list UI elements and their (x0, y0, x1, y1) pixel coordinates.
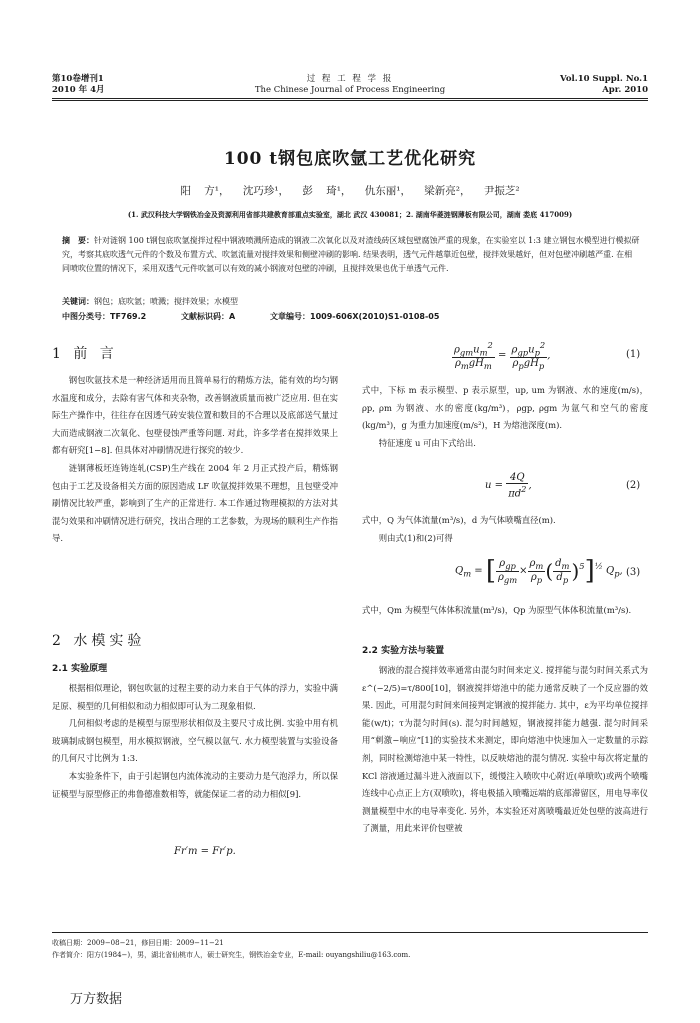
clc-number: 中图分类号：TF769.2 (62, 312, 147, 321)
paper-title: 100 t钢包底吹氩工艺优化研究 (223, 149, 477, 169)
equation-2-number: (2) (626, 480, 641, 491)
received-dates: 收稿日期：2009−08−21，修回日期：2009−11−21 (52, 939, 224, 947)
paragraph: 涟钢薄板坯连铸连轧(CSP)生产线在 2004 年 2 月正式投产后，精炼钢包由于工艺及设备相关方面的原因造成 LF 吹氩搅拌效果不理想，且包壁受冲刷情况比较严重，影响到了生产的正常进行. 本工作通过物理模拟的方法对其混匀效果和冲刷情况进行研究，找出合理的工艺参数，为现场的顺利生产作指导. (52, 462, 338, 544)
footnote-rule (52, 932, 648, 933)
article-number: 文章编号：1009-606X(2010)S1-0108-05 (270, 312, 440, 321)
right-column-p8 (362, 512, 648, 547)
journal-issue: 第10卷增刊1 2010 年 4月 (52, 74, 105, 95)
keywords (62, 296, 238, 307)
equation-3: $Q_m$ = [ $\frac{\rho_{gp}}{\rho_{gm}}$ × $\frac{\rho_m}{\rho_p}$ ( $\frac{d_m}{d_p}$ )$^5$]$^{\frac{1}{2}}$ $Q_p$, (455, 556, 623, 586)
left-column-intro (52, 372, 338, 548)
subsection-heading: 2.2 实验方法与装置 (362, 646, 445, 656)
abstract (62, 234, 640, 276)
paragraph: 特征速度 u 可由下式给出. (378, 437, 476, 448)
keywords-label: 关键词： (62, 297, 94, 306)
paragraph: 式中，Q 为气体流量(m³/s)，d 为气体喷嘴直径(m). (362, 515, 556, 525)
right-column-p6 (362, 382, 648, 452)
abstract-label: 摘 要： (62, 236, 94, 245)
equation-1: $\frac{\rho_{gm}u_m^2}{\rho_mgH_m}$ = $\frac{\rho_{gp}u_p^2}{\rho_pgH_p}$ , (454, 340, 551, 372)
paragraph: 几何相似考虑的是模型与原型形状相似及主要尺寸成比例. 实验中用有机玻璃制成钢包模型，用水模拟钢液，空气模以氩气. 水力模型装置与实验设备的几何尺寸比例为 1:3. (52, 718, 338, 764)
paragraph: 本实验条件下，由于引起钢包内流体流动的主要动力是气泡浮力，所以保证模型与原型修正的弗鲁德准数相等，就能保证二者的动力相似[9]. (52, 770, 338, 799)
journal-volume: Vol.10 Suppl. No.1 Apr. 2010 (560, 74, 648, 95)
author-bio: 作者简介：阳方(1984−)，男，湖北省仙桃市人，硕士研究生，钢铁冶金专业，E-mail: ouyangshiliu@163.com. (52, 951, 411, 959)
equation-3-number: (3) (626, 567, 641, 578)
section-heading-water-model: 2 水模实验 (52, 633, 146, 649)
paragraph: 则由式(1)和(2)可得 (378, 532, 453, 543)
journal-name: 过 程 工 程 学 报 The Chinese Journal of Process Engineering (254, 74, 446, 95)
doc-code: 文献标识码：A (181, 312, 236, 321)
paragraph: 式中，Qm 为模型气体体积流量(m³/s)，Qp 为原型气体体积流量(m³/s). (362, 605, 632, 615)
affiliation: (1. 武汉科技大学钢铁冶金及资源利用省部共建教育部重点实验室，湖北 武汉 430081；2. 湖南华菱涟钢薄板有限公司，湖南 娄底 417009) (127, 210, 573, 219)
right-column-method (362, 662, 648, 838)
left-column-principle (52, 680, 338, 803)
section-heading-intro: 1 前 言 (52, 346, 118, 362)
right-column-p10 (362, 602, 648, 620)
watermark: 万方数据 (70, 992, 123, 1007)
author-list: 阳 方¹， 沈巧珍¹， 彭 琦¹， 仇东丽¹， 梁新亮²， 尹振芝² (180, 185, 520, 197)
header-rule (52, 98, 648, 99)
footnote (52, 937, 648, 961)
equation-2: u = $\frac{4Q}{\pi d^2}$ , (485, 472, 532, 500)
paragraph: 钢液的混合搅拌效率通常由混匀时间来定义. 搅拌能与混匀时间关系式为 ε^(−2/5)=τ/800[10]，钢液搅拌熔池中的能力通常反映了一个反应器的效果. 因此，可用混匀时间来间接判定钢液的搅拌能力. 其中，ε为平均单位搅拌能(w/t)；τ为混匀时间(s). 混匀时间越短，钢液搅拌能力越强. 混匀时间采用“刺激−响应”[1]的实验技术来测定，即向熔池中快速加入一定数量的示踪剂，同时检测熔池中某一特性，以反映熔池的混匀情况. 实验中每次将定量的 KCl 溶液通过漏斗进入液面以下，缓慢注入喷吹中心附近(单喷吹)或两个喷嘴连线中心点正上方(双喷吹)，将电极插入喷嘴远端的底部滞留区，用电导率仪测量模型中水的电导率变化. 另外，本实验还对离喷嘴最近处包壁的波高进行了测量，用此来评价包壁被 (362, 665, 648, 834)
paragraph: 钢包吹氩技术是一种经济适用而且简单易行的精炼方法，能有效的均匀钢水温度和成分，去除有害气体和夹杂物，改善钢液质量而被广泛应用. 但在实际生产操作中，往往存在因透气砖安装位置和数目的不合理以及底部送气量过大而造成钢液二次氧化、包壁侵蚀严重等问题. 对此，许多学者在搅拌效果上都有研究[1−8]. 但具体对冲刷情况进行探究的较少. (52, 375, 338, 456)
keywords-text: 钢包；底吹氩；喷溅；搅拌效果；水模型 (94, 297, 238, 306)
abstract-text: 针对涟钢 100 t钢包底吹氩搅拌过程中钢液喷溅所造成的钢液二次氧化以及对渣线砖区域包壁腐蚀严重的现象，在实验室以 1:3 建立钢包水模型进行模拟研究，考察其底吹透气元件的个数及布置方式、吹氩流量对搅拌效果和侧壁冲刷的影响. 结果表明，透气元件越靠近包壁，搅拌效果越好，但对包壁冲刷越严重. 在相同喷吹位置的情况下，采用双透气元件吹氩可以有效的减小钢液对包壁的冲刷，且搅拌效果也优于单透气元件. (62, 236, 640, 273)
paragraph: 根据相似理论，钢包吹氩的过程主要的动力来自于气体的浮力，实验中满足原、模型的几何相似和动力相似即可认为二现象相似. (52, 683, 338, 711)
froude-equation: Fr′m = Fr′p. (174, 846, 236, 857)
subsection-heading: 2.1 实验原理 (52, 664, 108, 674)
header-rule-2 (52, 100, 648, 101)
classification-line (62, 311, 471, 322)
paragraph: 式中，下标 m 表示模型、p 表示原型，up, um 为钢液、水的速度(m/s)，ρp, ρm 为钢液、水的密度(kg/m³)，ρgp, ρgm 为氩气和空气的密度(kg/m³)，g 为重力加速度(m/s²)，H 为熔池深度(m). (362, 385, 648, 431)
equation-1-number: (1) (626, 349, 641, 360)
